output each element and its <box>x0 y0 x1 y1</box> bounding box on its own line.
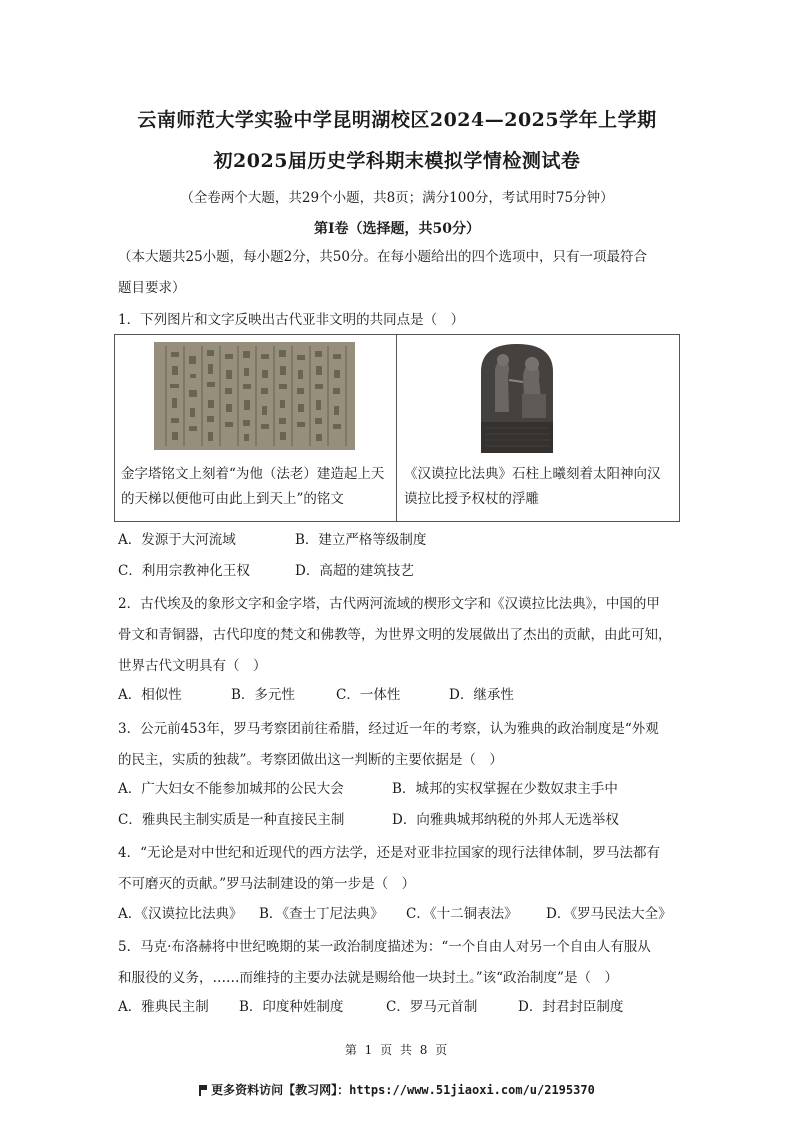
question-4-stem: 4．“无论是对中世纪和近现代的西方法学，还是对亚非拉国家的现行法律体制，罗马法都有 不可磨灭的贡献。”罗马法制建设的第一步是（ ） <box>118 845 660 892</box>
q5-option-c[interactable]: C．罗马元首制 <box>386 999 478 1015</box>
question-1-material-table <box>114 334 680 522</box>
q1-option-b[interactable]: B．建立严格等级制度 <box>295 532 427 548</box>
question-5-stem: 5．马克·布洛赫将中世纪晚期的某一政治制度描述为：“一个自由人对另一个自由人有服从 和服役的义务，……而维持的主要办法就是赐给他一块封土。”该“政治制度”是（ ） <box>118 939 651 986</box>
question-2-stem: 2．古代埃及的象形文字和金字塔，古代两河流域的楔形文字和《汉谟拉比法典》，中国的甲 骨文和青铜器，古代印度的梵文和佛教等，为世界文明的发展做出了杰出的贡献，由此可知， 世界古代文明具有（ ） <box>118 596 672 674</box>
footer-link[interactable] <box>0 1081 794 1098</box>
q1-option-a[interactable]: A．发源于大河流域 <box>118 532 236 548</box>
left-caption: 金字塔铭文上刻着“为他（法老）建造起上天 的天梯以便他可由此上到天上”的铭文 <box>121 466 385 507</box>
question-1-stem: 1．下列图片和文字反映出古代亚非文明的共同点是（ ） <box>118 312 465 328</box>
q4-option-a[interactable]: A．《汉谟拉比法典》 <box>118 906 243 922</box>
q2-option-c[interactable]: C．一体性 <box>336 687 401 703</box>
q2-option-b[interactable]: B．多元性 <box>231 687 295 703</box>
q4-option-b[interactable]: B．《查士丁尼法典》 <box>259 906 384 922</box>
section-instruction: （本大题共25小题，每小题2分，共50分。在每小题给出的四个选项中，只有一项最符合 题目要求） <box>118 249 647 296</box>
flag-icon <box>199 1085 207 1095</box>
hammurabi-stele-image <box>475 342 559 453</box>
footer-link-text[interactable]: 更多资料访问【教习网】：https://www.51jiaoxi.com/u/2195370 <box>211 1083 595 1097</box>
question-3-stem: 3．公元前453年，罗马考察团前往希腊，经过近一年的考察，认为雅典的政治制度是“外观 的民主，实质的独裁”。考察团做出这一判断的主要依据是（ ） <box>118 721 659 768</box>
q1-option-d[interactable]: D．高超的建筑技艺 <box>295 563 414 579</box>
table-divider <box>396 335 397 521</box>
exam-note: （全卷两个大题，共29个小题，共8页；满分100分，考试用时75分钟） <box>180 190 614 206</box>
q4-option-d[interactable]: D．《罗马民法大全》 <box>546 906 672 922</box>
q4-option-c[interactable]: C．《十二铜表法》 <box>406 906 518 922</box>
page-number: 第 1 页 共 8 页 <box>344 1043 450 1057</box>
q3-option-c[interactable]: C．雅典民主制实质是一种直接民主制 <box>118 812 345 828</box>
q3-option-a[interactable]: A．广大妇女不能参加城邦的公民大会 <box>118 781 344 797</box>
exam-title-line1: 云南师范大学实验中学昆明湖校区2024—2025学年上学期 <box>137 109 657 131</box>
q1-option-c[interactable]: C．利用宗教神化王权 <box>118 563 250 579</box>
exam-title-line2: 初2025届历史学科期末模拟学情检测试卷 <box>213 150 581 172</box>
q3-option-d[interactable]: D．向雅典城邦纳税的外邦人无选举权 <box>392 812 619 828</box>
q5-option-d[interactable]: D．封君封臣制度 <box>518 999 624 1015</box>
q2-option-d[interactable]: D．继承性 <box>449 687 514 703</box>
right-caption: 《汉谟拉比法典》石柱上曦刻着太阳神向汉 谟拉比授予权杖的浮雕 <box>404 466 661 507</box>
q3-option-b[interactable]: B．城邦的实权掌握在少数奴隶主手中 <box>392 781 618 797</box>
q5-option-a[interactable]: A．雅典民主制 <box>118 999 209 1015</box>
pyramid-inscription-image <box>154 342 355 450</box>
q5-option-b[interactable]: B．印度种姓制度 <box>239 999 344 1015</box>
section-title: 第Ⅰ卷（选择题，共50分） <box>313 221 481 237</box>
q2-option-a[interactable]: A．相似性 <box>118 687 182 703</box>
